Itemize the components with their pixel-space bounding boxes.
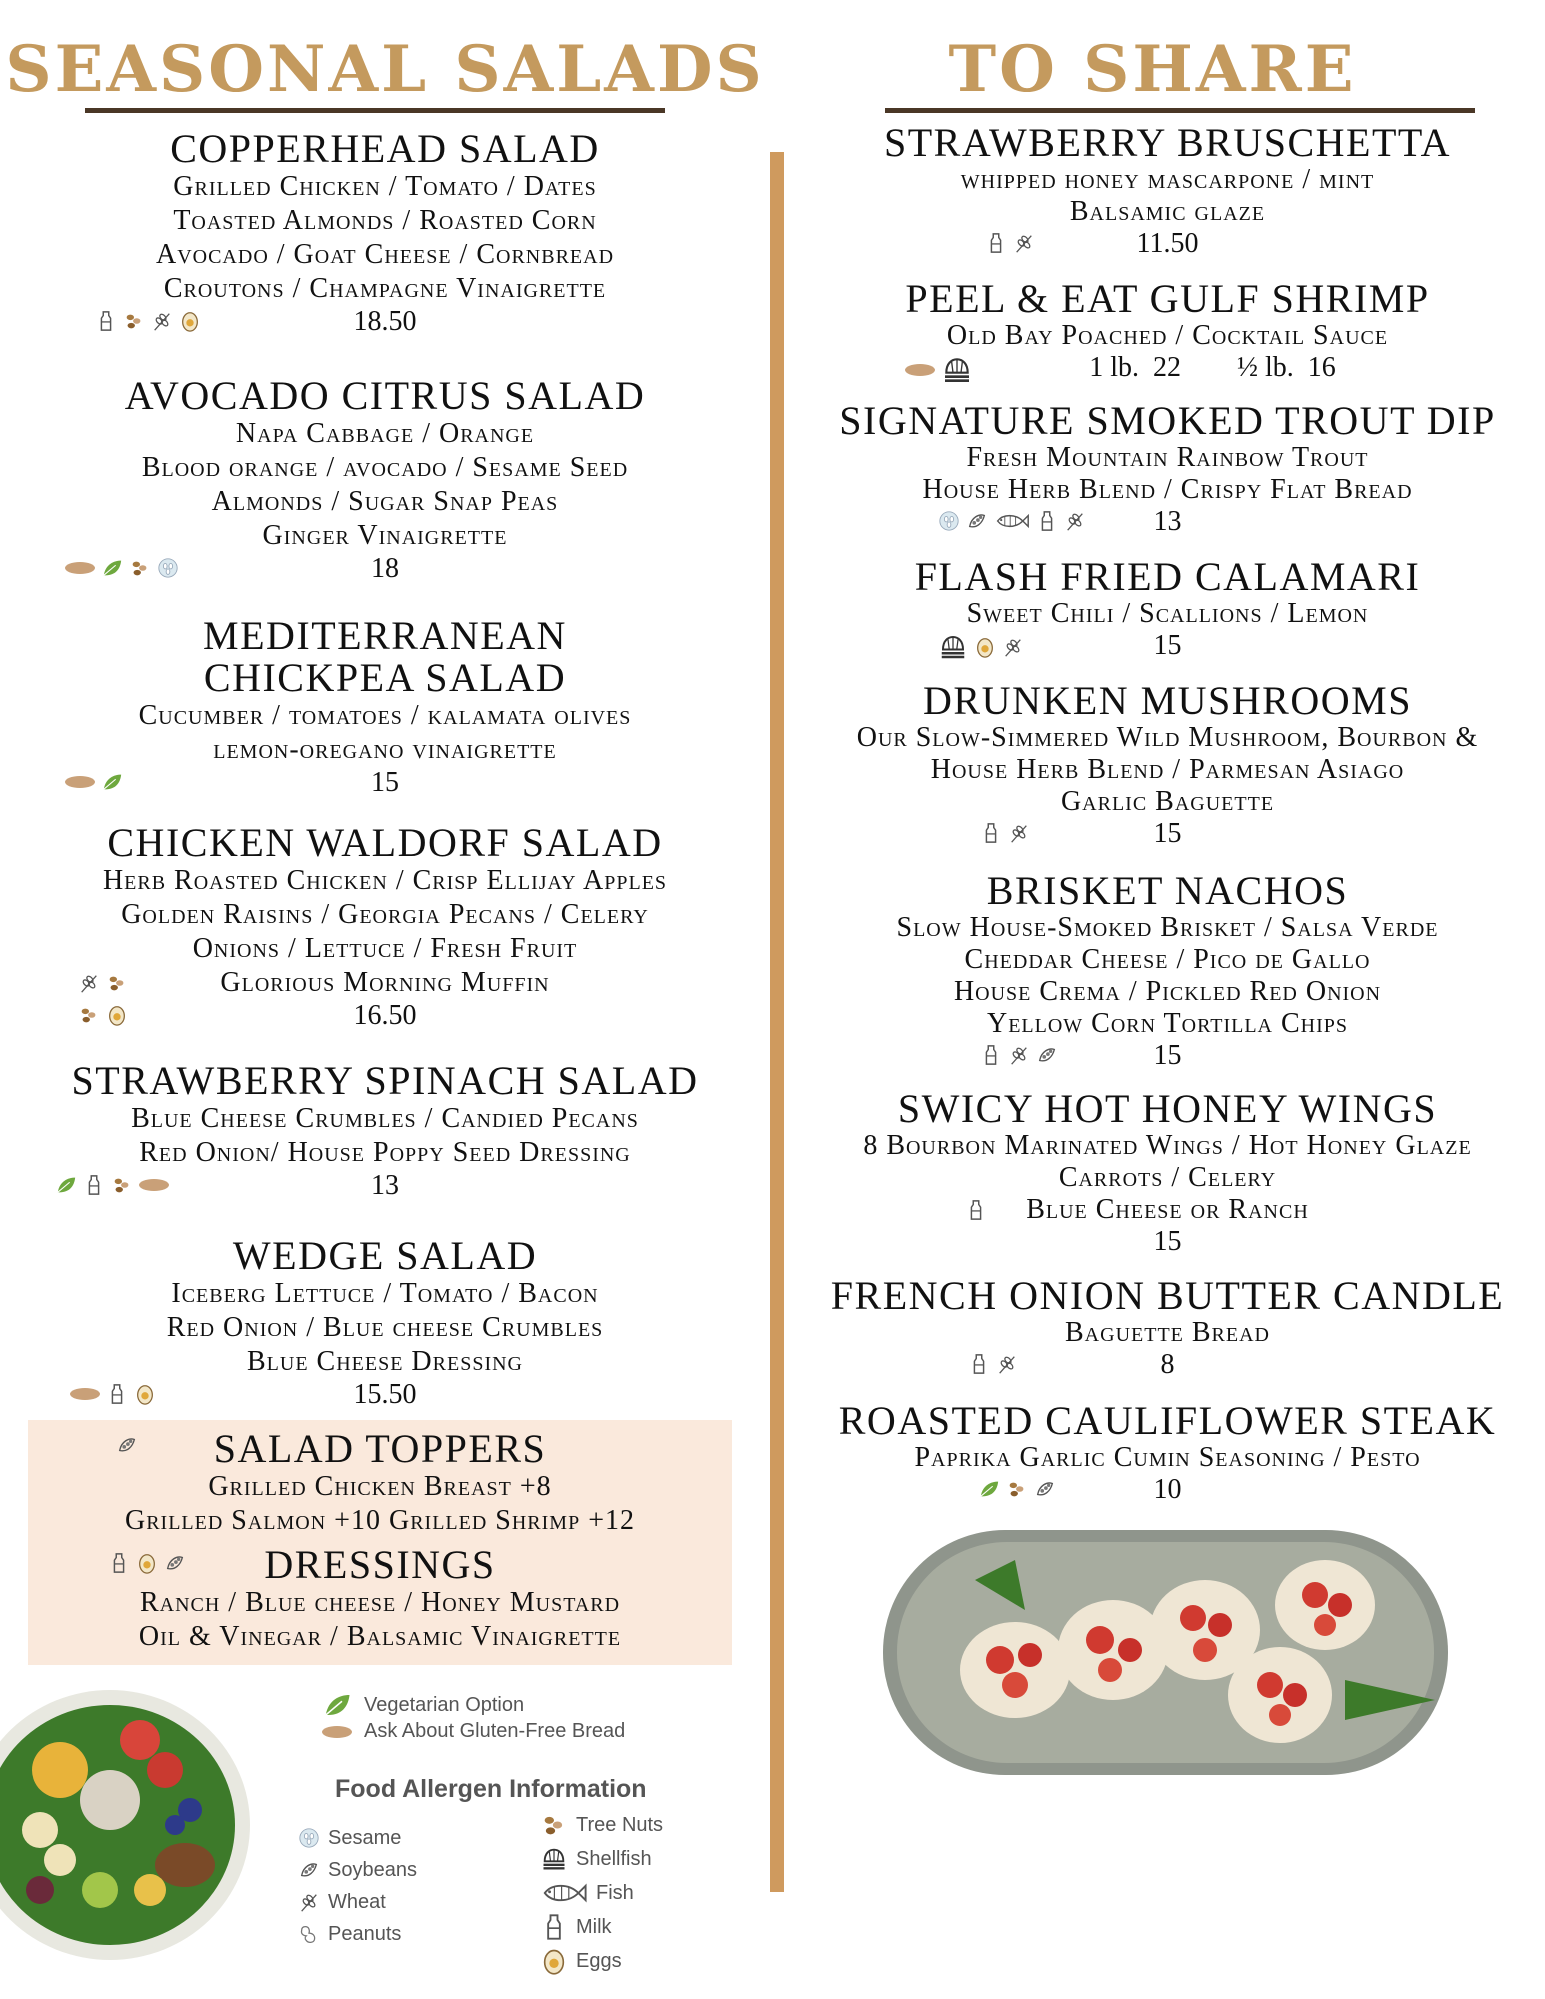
wheat-icon <box>1064 510 1086 532</box>
vegetarian-icon <box>101 771 123 793</box>
item-name: DRUNKEN MUSHROOMS <box>923 678 1412 723</box>
allergen-icons <box>65 557 179 579</box>
item-price: 15 <box>1153 818 1182 849</box>
bruschetta-photo <box>875 1510 1460 1795</box>
item-price: 15 <box>1153 1040 1182 1071</box>
legend-wheat <box>298 1886 538 1918</box>
menu-item-strawberry-bruschetta <box>790 122 1545 260</box>
legend-label: Vegetarian Option <box>364 1693 525 1716</box>
seasonal-header <box>0 32 770 113</box>
item-price: 15 <box>1153 1226 1182 1257</box>
item-line: Almonds / Sugar Snap Peas <box>211 486 559 517</box>
menu-item-roasted-cauliflower-steak <box>790 1400 1545 1508</box>
tree-nuts-icon <box>123 310 145 332</box>
wheat-icon <box>298 1891 320 1913</box>
legend-label: Tree Nuts <box>576 1813 664 1836</box>
item-line: Carrots / Celery <box>1058 1162 1277 1193</box>
gluten-free-icon <box>139 1179 169 1191</box>
item-line: whipped honey mascarpone / mint <box>960 164 1375 195</box>
item-price: 13 <box>1153 506 1182 537</box>
item-line: lemon-oregano vinaigrette <box>213 734 557 765</box>
legend-label: Peanuts <box>328 1922 402 1945</box>
menu-item-french-onion-butter-candle <box>790 1275 1545 1383</box>
legend-peanuts <box>298 1918 538 1950</box>
allergen-icons <box>980 1044 1058 1066</box>
tree-nuts-icon <box>540 1811 568 1839</box>
item-line: Our Slow-Simmered Wild Mushroom, Bourbon & <box>856 722 1479 753</box>
milk-icon <box>95 310 117 332</box>
menu-item-drunken-mushrooms <box>790 680 1545 852</box>
item-line: Toasted Almonds / Roasted Corn <box>173 205 597 236</box>
item-line: Blood orange / avocado / Sesame Seed <box>141 452 629 483</box>
gluten-free-icon <box>322 1726 352 1738</box>
tree-nuts-icon <box>106 972 128 994</box>
allergen-legend-right <box>540 1808 740 1978</box>
milk-icon <box>1036 510 1058 532</box>
eggs-icon <box>179 310 201 332</box>
legend-label: Eggs <box>576 1949 622 1972</box>
legend-label: Fish <box>596 1881 634 1904</box>
item-line: Slow House-Smoked Brisket / Salsa Verde <box>896 912 1439 943</box>
wheat-icon <box>78 972 100 994</box>
milk-icon <box>968 1353 990 1375</box>
share-title: TO SHARE <box>948 32 1357 107</box>
wheat-icon <box>1002 636 1024 658</box>
dressings-title: DRESSINGS <box>264 1542 496 1587</box>
menu-item-smoked-trout-dip <box>790 400 1545 540</box>
fish-icon <box>994 512 1030 530</box>
milk-icon <box>965 1199 987 1221</box>
item-price: 8 <box>1160 1349 1175 1380</box>
soybeans-icon <box>298 1859 320 1881</box>
shellfish-icon <box>941 354 973 386</box>
item-price: 18 <box>371 553 399 584</box>
legend-soybeans <box>298 1854 538 1886</box>
item-line <box>0 966 770 1000</box>
legend-label: Wheat <box>328 1890 386 1913</box>
item-line: Ginger Vinaigrette <box>262 520 508 551</box>
seasonal-title-rule <box>85 108 665 113</box>
legend-sesame <box>298 1822 538 1854</box>
item-name: SWICY HOT HONEY WINGS <box>897 1086 1438 1131</box>
menu-item-avocado-citrus-salad <box>0 375 770 587</box>
item-name: STRAWBERRY SPINACH SALAD <box>71 1058 699 1103</box>
item-line-text: Glorious Morning Muffin <box>220 967 550 998</box>
legend-milk <box>540 1910 740 1944</box>
milk-icon <box>106 1383 128 1405</box>
wheat-icon <box>1008 1044 1030 1066</box>
menu-item-strawberry-spinach-salad <box>0 1060 770 1204</box>
wheat-icon <box>1013 232 1035 254</box>
allergen-icons <box>938 632 1024 662</box>
tree-nuts-icon <box>111 1174 133 1196</box>
gluten-free-icon <box>70 1388 100 1400</box>
legend-tree-nuts <box>540 1808 740 1842</box>
share-title-rule <box>885 108 1475 113</box>
vegetarian-icon <box>101 557 123 579</box>
menu-item-mediterranean-chickpea-salad <box>0 615 770 801</box>
item-price: 15 <box>371 767 399 798</box>
allergen-legend-title <box>335 1775 647 1804</box>
allergen-icons <box>108 1552 186 1574</box>
item-name: BRISKET NACHOS <box>986 868 1349 913</box>
allergen-icons <box>938 510 1086 532</box>
soybeans-icon <box>1034 1478 1056 1500</box>
soybeans-icon <box>164 1552 186 1574</box>
gluten-free-icon <box>905 364 935 376</box>
menu-item-copperhead-salad <box>0 128 770 340</box>
menu-item-wedge-salad <box>0 1235 770 1413</box>
fish-icon <box>540 1881 588 1905</box>
allergen-icons <box>985 232 1035 254</box>
legend-vegetarian <box>318 1690 718 1720</box>
milk-icon <box>980 822 1002 844</box>
sesame-icon <box>938 510 960 532</box>
item-line: Onions / Lettuce / Fresh Fruit <box>192 933 578 964</box>
item-line: House Herb Blend / Parmesan Asiago <box>930 754 1405 785</box>
menu-item-brisket-nachos <box>790 870 1545 1074</box>
item-line: Blue Cheese Crumbles / Candied Pecans <box>131 1103 639 1134</box>
soybeans-icon <box>1036 1044 1058 1066</box>
column-divider <box>770 152 784 1892</box>
item-line: Napa Cabbage / Orange <box>235 418 535 449</box>
legend-label: Shellfish <box>576 1847 652 1870</box>
item-price: 11.50 <box>1136 228 1199 259</box>
item-name: ROASTED CAULIFLOWER STEAK <box>838 1398 1497 1443</box>
item-line: Fresh Mountain Rainbow Trout <box>966 442 1369 473</box>
salad-toppers-box <box>28 1420 732 1665</box>
item-line: Old Bay Poached / Cocktail Sauce <box>946 320 1389 351</box>
item-line: Croutons / Champagne Vinaigrette <box>163 273 607 304</box>
item-line: Paprika Garlic Cumin Seasoning / Pesto <box>914 1442 1421 1473</box>
dressings-line: Oil & Vinegar / Balsamic Vinaigrette <box>138 1621 622 1652</box>
milk-icon <box>108 1552 130 1574</box>
allergen-title: Food Allergen Information <box>335 1775 647 1803</box>
item-name: MEDITERRANEAN <box>203 613 567 658</box>
allergen-icons <box>95 310 201 332</box>
tree-nuts-icon <box>129 557 151 579</box>
seasonal-title: SEASONAL SALADS <box>5 32 765 107</box>
allergen-icons <box>980 822 1030 844</box>
item-name: PEEL & EAT GULF SHRIMP <box>905 276 1430 321</box>
item-line: Garlic Baguette <box>1060 786 1275 817</box>
item-line: Grilled Chicken / Tomato / Dates <box>173 171 597 202</box>
gluten-free-icon <box>65 562 95 574</box>
eggs-icon <box>134 1383 156 1405</box>
dietary-legend <box>318 1690 718 1743</box>
item-price: 15.50 <box>353 1379 417 1410</box>
item-line-text: Blue Cheese or Ranch <box>1026 1194 1309 1225</box>
item-line: Red Onion / Blue cheese Crumbles <box>166 1312 604 1343</box>
item-line: House Crema / Pickled Red Onion <box>953 976 1382 1007</box>
allergen-legend-left <box>298 1822 538 1950</box>
wheat-icon <box>1008 822 1030 844</box>
item-name: FRENCH ONION BUTTER CANDLE <box>830 1273 1505 1318</box>
item-price: 15 <box>1153 630 1182 661</box>
milk-icon <box>540 1913 568 1941</box>
vegetarian-icon <box>55 1174 77 1196</box>
item-name: STRAWBERRY BRUSCHETTA <box>883 120 1451 165</box>
dressings-line: Ranch / Blue cheese / Honey Mustard <box>139 1587 621 1618</box>
menu-item-flash-fried-calamari <box>790 556 1545 664</box>
item-name-line2: CHICKPEA SALAD <box>203 655 567 700</box>
item-line: Iceberg Lettuce / Tomato / Bacon <box>171 1278 599 1309</box>
allergen-icons <box>905 354 973 386</box>
item-line: Sweet Chili / Scallions / Lemon <box>966 598 1369 629</box>
eggs-icon <box>974 636 996 658</box>
item-line: Cheddar Cheese / Pico de Gallo <box>964 944 1371 975</box>
milk-icon <box>985 232 1007 254</box>
item-line: Golden Raisins / Georgia Pecans / Celery <box>121 899 649 930</box>
allergen-icons <box>70 1383 156 1405</box>
legend-label: Milk <box>576 1915 612 1938</box>
item-price: 18.50 <box>353 306 417 337</box>
item-line: Avocado / Goat Cheese / Cornbread <box>155 239 615 270</box>
item-line: Blue Cheese Dressing <box>246 1346 523 1377</box>
legend-label: Soybeans <box>328 1858 417 1881</box>
item-line: House Herb Blend / Crispy Flat Bread <box>922 474 1413 505</box>
item-price: 1 lb. 22 ½ lb. 16 <box>1089 352 1336 383</box>
allergen-icons <box>78 972 128 994</box>
allergen-icons <box>55 1174 169 1196</box>
sesame-icon <box>157 557 179 579</box>
item-name: FLASH FRIED CALAMARI <box>914 554 1421 599</box>
sesame-icon <box>298 1827 320 1849</box>
gluten-free-icon <box>65 776 95 788</box>
item-price: 13 <box>371 1170 399 1201</box>
allergen-icons <box>978 1478 1056 1500</box>
item-price: 16.50 <box>353 1000 417 1031</box>
vegetarian-icon <box>318 1690 356 1720</box>
item-name: AVOCADO CITRUS SALAD <box>124 373 646 418</box>
item-line: Balsamic glaze <box>1069 196 1266 227</box>
item-line: Red Onion/ House Poppy Seed Dressing <box>139 1137 631 1168</box>
legend-label: Ask About Gluten-Free Bread <box>364 1720 626 1742</box>
soybeans-icon <box>116 1434 138 1456</box>
tree-nuts-icon <box>78 1004 100 1026</box>
item-line <box>790 1194 1545 1226</box>
wheat-icon <box>996 1353 1018 1375</box>
allergen-icons <box>65 771 123 793</box>
menu-item-swicy-hot-honey-wings <box>790 1088 1545 1258</box>
item-name: CHICKEN WALDORF SALAD <box>107 820 663 865</box>
legend-gluten-free <box>318 1720 718 1743</box>
item-price: 10 <box>1153 1474 1182 1505</box>
allergen-icons <box>78 1004 128 1026</box>
item-line: Yellow Corn Tortilla Chips <box>986 1008 1349 1039</box>
menu-item-chicken-waldorf-salad <box>0 822 770 1034</box>
soybeans-icon <box>966 510 988 532</box>
toppers-title: SALAD TOPPERS <box>213 1426 547 1471</box>
eggs-icon <box>136 1552 158 1574</box>
eggs-icon <box>106 1004 128 1026</box>
salad-photo <box>0 1690 250 1960</box>
legend-eggs <box>540 1944 740 1978</box>
legend-label: Sesame <box>328 1826 402 1849</box>
item-line: 8 Bourbon Marinated Wings / Hot Honey Glaze <box>863 1130 1472 1161</box>
share-header <box>790 32 1545 113</box>
shellfish-icon <box>938 632 968 662</box>
milk-icon <box>980 1044 1002 1066</box>
milk-icon <box>83 1174 105 1196</box>
legend-shellfish <box>540 1842 740 1876</box>
item-name: COPPERHEAD SALAD <box>170 126 600 171</box>
menu-item-peel-and-eat-gulf-shrimp <box>790 278 1545 388</box>
toppers-line: Grilled Salmon +10 Grilled Shrimp +12 <box>124 1505 636 1536</box>
peanuts-icon <box>298 1923 320 1945</box>
item-line: Herb Roasted Chicken / Crisp Ellijay Apples <box>102 865 668 896</box>
legend-fish <box>540 1876 740 1910</box>
vegetarian-icon <box>978 1478 1000 1500</box>
item-name: WEDGE SALAD <box>232 1233 538 1278</box>
item-line: Baguette Bread <box>1065 1317 1270 1348</box>
item-name: SIGNATURE SMOKED TROUT DIP <box>839 398 1496 443</box>
tree-nuts-icon <box>1006 1478 1028 1500</box>
toppers-line: Grilled Chicken Breast +8 <box>208 1471 552 1502</box>
item-line: Cucumber / tomatoes / kalamata olives <box>138 700 632 731</box>
wheat-icon <box>151 310 173 332</box>
eggs-icon <box>540 1947 568 1975</box>
allergen-icons <box>968 1353 1018 1375</box>
shellfish-icon <box>540 1845 568 1873</box>
